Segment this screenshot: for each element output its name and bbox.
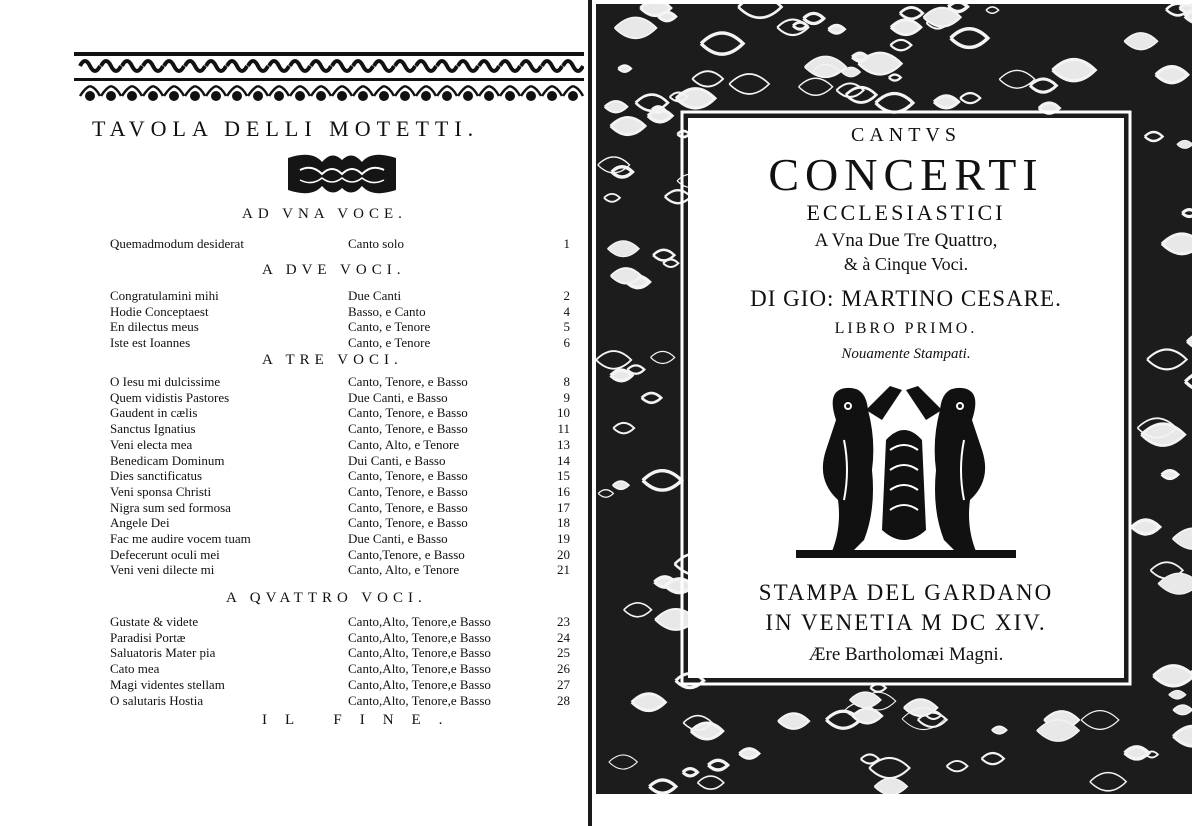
motet-voices: Due Canti, e Basso bbox=[348, 389, 448, 405]
motet-row bbox=[110, 515, 580, 531]
publisher-note: Ære Bartholomæi Magni. bbox=[808, 644, 1004, 665]
section-heading: A DVE VOCI. bbox=[262, 262, 406, 278]
motet-voices: Canto, Alto, e Tenore bbox=[348, 436, 460, 452]
motet-voices: Canto,Alto, Tenore,e Basso bbox=[348, 645, 491, 661]
motet-title: Nigra sum sed formosa bbox=[110, 499, 231, 515]
motet-voices: Canto, e Tenore bbox=[348, 319, 431, 335]
work-title: CONCERTI bbox=[768, 149, 1044, 200]
page-number: 25 bbox=[557, 645, 570, 661]
motet-row bbox=[110, 500, 580, 516]
page-number: 9 bbox=[563, 389, 570, 405]
page-number: 2 bbox=[563, 288, 570, 303]
motet-row bbox=[110, 453, 580, 469]
motet-row bbox=[110, 374, 580, 390]
work-subtitle: ECCLESIASTICI bbox=[806, 200, 1006, 225]
page-number: 18 bbox=[557, 515, 570, 531]
edition-note: Nouamente Stampati. bbox=[841, 346, 971, 362]
page-number: 1 bbox=[563, 236, 570, 251]
motet-title: Quem vidistis Pastores bbox=[110, 389, 230, 405]
motet-row bbox=[110, 468, 580, 484]
page-number: 11 bbox=[557, 421, 570, 437]
printer-line: STAMPA DEL GARDANO bbox=[758, 580, 1054, 605]
motet-title: Hodie Conceptaest bbox=[110, 303, 209, 319]
motet-row bbox=[110, 547, 580, 563]
motet-title: Veni electa mea bbox=[110, 436, 193, 452]
motet-title: O Iesu mi dulcissime bbox=[110, 374, 221, 389]
motet-row bbox=[110, 645, 580, 661]
section-heading: A QVATTRO VOCI. bbox=[226, 590, 427, 606]
motet-row bbox=[110, 531, 580, 547]
page-number: 14 bbox=[557, 452, 570, 468]
motet-row bbox=[110, 405, 580, 421]
motet-row bbox=[110, 562, 580, 578]
page-number: 27 bbox=[557, 676, 570, 692]
end-mark: IL FINE. bbox=[262, 712, 461, 728]
motet-title: Quemadmodum desiderat bbox=[110, 236, 244, 251]
page-number: 17 bbox=[557, 499, 570, 515]
motet-voices: Canto solo bbox=[348, 236, 404, 251]
page-number: 24 bbox=[557, 629, 570, 645]
motet-voices: Dui Canti, e Basso bbox=[348, 452, 446, 468]
page-number: 19 bbox=[557, 531, 570, 546]
motet-row bbox=[110, 630, 580, 646]
motet-row bbox=[110, 693, 580, 709]
motet-voices: Canto, e Tenore bbox=[348, 335, 431, 351]
page-number: 8 bbox=[563, 374, 570, 389]
imprint-place-date: IN VENETIA M DC XIV. bbox=[765, 610, 1047, 635]
motet-voices: Due Canti bbox=[348, 288, 402, 303]
motet-voices: Canto,Alto, Tenore,e Basso bbox=[348, 676, 491, 692]
motet-row bbox=[110, 390, 580, 406]
motet-title: Angele Dei bbox=[110, 515, 170, 531]
section-heading: AD VNA VOCE. bbox=[242, 206, 407, 222]
motet-title: Magi videntes stellam bbox=[110, 676, 225, 692]
motet-title: Cato mea bbox=[110, 661, 160, 677]
page-number: 10 bbox=[557, 405, 570, 421]
motet-title: Iste est Ioannes bbox=[110, 335, 191, 351]
motet-title: Benedicam Dominum bbox=[110, 452, 225, 468]
motet-voices: Due Canti, e Basso bbox=[348, 531, 448, 546]
motet-title: Congratulamini mihi bbox=[110, 288, 219, 303]
page-number: 15 bbox=[557, 468, 570, 484]
section-heading: A TRE VOCI. bbox=[262, 352, 403, 368]
motet-title: Saluatoris Mater pia bbox=[110, 645, 216, 661]
motet-voices: Canto,Alto, Tenore,e Basso bbox=[348, 692, 491, 708]
motet-row bbox=[110, 304, 580, 320]
ornamental-headband bbox=[74, 44, 584, 114]
page-number: 21 bbox=[557, 562, 570, 578]
woodcut-border bbox=[596, 4, 1192, 794]
motet-voices: Canto,Tenore, e Basso bbox=[348, 546, 465, 562]
page-number: 26 bbox=[557, 661, 570, 677]
motet-voices: Canto, Tenore, e Basso bbox=[348, 515, 468, 531]
printer-device-image bbox=[786, 380, 1026, 565]
motet-voices: Canto, Tenore, e Basso bbox=[348, 499, 468, 515]
motet-row bbox=[110, 677, 580, 693]
page-number: 28 bbox=[557, 692, 570, 708]
motet-row bbox=[110, 335, 580, 351]
book-number: LIBRO PRIMO. bbox=[834, 320, 978, 337]
motet-voices: Canto,Alto, Tenore,e Basso bbox=[348, 629, 491, 645]
scoring-line-1: A Vna Due Tre Quattro, bbox=[814, 230, 998, 251]
motet-title: Veni sponsa Christi bbox=[110, 483, 212, 499]
motet-title: Gaudent in cælis bbox=[110, 405, 198, 421]
motet-title: En dilectus meus bbox=[110, 319, 199, 335]
motet-row bbox=[110, 319, 580, 335]
page-number: 16 bbox=[557, 483, 570, 499]
motet-row bbox=[110, 661, 580, 677]
motet-voices: Canto, Alto, e Tenore bbox=[348, 562, 460, 578]
motet-row bbox=[110, 614, 580, 630]
motet-voices: Basso, e Canto bbox=[348, 303, 426, 319]
motet-row bbox=[110, 236, 580, 252]
motet-voices: Canto, Tenore, e Basso bbox=[348, 468, 468, 484]
motet-title: Defecerunt oculi mei bbox=[110, 546, 220, 562]
table-title: TAVOLA DELLI MOTETTI. bbox=[92, 116, 480, 141]
title-page bbox=[592, 0, 1200, 826]
motet-title: Paradisi Portæ bbox=[110, 629, 186, 645]
motet-voices: Canto, Tenore, e Basso bbox=[348, 483, 468, 499]
motet-voices: Canto, Tenore, e Basso bbox=[348, 405, 468, 421]
title-panel bbox=[688, 118, 1124, 678]
motet-row bbox=[110, 421, 580, 437]
motet-row bbox=[110, 484, 580, 500]
left-page bbox=[0, 0, 590, 826]
page-number: 13 bbox=[557, 436, 570, 452]
page-number: 6 bbox=[563, 335, 570, 351]
motet-title: Fac me audire vocem tuam bbox=[110, 531, 251, 546]
motet-row bbox=[110, 288, 580, 304]
motet-title: Gustate & videte bbox=[110, 614, 199, 629]
motet-voices: Canto,Alto, Tenore,e Basso bbox=[348, 661, 491, 677]
voice-part: CANTVS bbox=[850, 124, 961, 146]
motet-voices: Canto, Tenore, e Basso bbox=[348, 374, 468, 389]
motet-title: Dies sanctificatus bbox=[110, 468, 203, 484]
page-number: 20 bbox=[557, 546, 570, 562]
fleuron-ornament bbox=[282, 150, 402, 198]
page-number: 5 bbox=[563, 319, 570, 335]
motet-title: Veni veni dilecte mi bbox=[110, 562, 215, 578]
page-number: 23 bbox=[557, 614, 570, 629]
motet-row bbox=[110, 437, 580, 453]
page-number: 4 bbox=[563, 303, 570, 319]
motet-voices: Canto,Alto, Tenore,e Basso bbox=[348, 614, 491, 629]
motet-voices: Canto, Tenore, e Basso bbox=[348, 421, 468, 437]
author: DI GIO: MARTINO CESARE. bbox=[750, 286, 1062, 311]
motet-title: Sanctus Ignatius bbox=[110, 421, 196, 437]
motet-title: O salutaris Hostia bbox=[110, 692, 204, 708]
scoring-line-2: & à Cinque Voci. bbox=[843, 254, 969, 274]
